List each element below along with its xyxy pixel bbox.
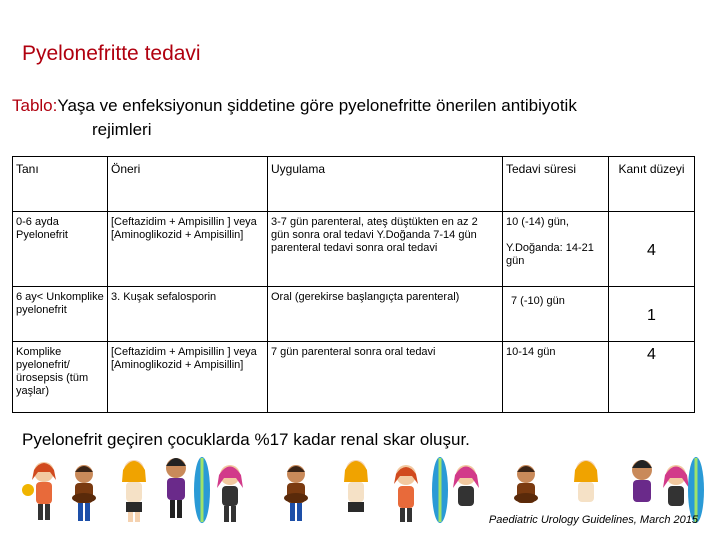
cell-evidence: 4 bbox=[609, 342, 695, 413]
table-row bbox=[13, 212, 695, 287]
child-figure-13 bbox=[663, 465, 689, 506]
surfboard-2 bbox=[432, 457, 448, 523]
cell-duration bbox=[503, 287, 609, 342]
duration-main: 7 (-10) gün bbox=[511, 295, 565, 307]
header-evidence: Kanıt düzeyi bbox=[609, 157, 695, 212]
child-figure-11 bbox=[574, 460, 598, 502]
cell-application: Oral (gerekirse başlangıçta parenteral) bbox=[268, 287, 503, 342]
cell-evidence: 1 bbox=[609, 287, 695, 342]
page-title: Pyelonefritte tedavi bbox=[22, 42, 201, 65]
cell-diagnosis: 6 ay< Unkomplike pyelonefrit bbox=[13, 287, 108, 342]
cell-evidence: 4 bbox=[609, 212, 695, 287]
cell-recommendation: 3. Kuşak sefalosporin bbox=[108, 287, 268, 342]
child-figure-3 bbox=[122, 460, 146, 522]
antibiotic-regimen-table bbox=[12, 156, 695, 413]
cell-recommendation: [Ceftazidim + Ampisillin ] veya [Aminoglikozid + Ampisillin] bbox=[108, 342, 268, 413]
table-row bbox=[13, 287, 695, 342]
cell-diagnosis: 0-6 ayda Pyelonefrit bbox=[13, 212, 108, 287]
child-figure-5 bbox=[217, 465, 243, 522]
table-caption bbox=[12, 94, 712, 142]
child-figure-12 bbox=[632, 460, 652, 502]
header-application: Uygulama bbox=[268, 157, 503, 212]
header-duration: Tedavi süresi bbox=[503, 157, 609, 212]
child-figure-7 bbox=[344, 460, 368, 512]
cell-diagnosis: Komplike pyelonefrit/ ürosepsis (tüm yaşlar) bbox=[13, 342, 108, 413]
source-citation: Paediatric Urology Guidelines, March 2015 bbox=[488, 514, 698, 526]
renal-scar-statement: Pyelonefrit geçiren çocuklarda %17 kadar renal skar oluşur. bbox=[22, 430, 470, 449]
caption-line-2: rejimleri bbox=[92, 120, 152, 139]
caption-prefix: Tablo: bbox=[12, 96, 58, 115]
duration-newborn: Y.Doğanda: 14-21 gün bbox=[506, 242, 594, 267]
cell-duration bbox=[503, 212, 609, 287]
child-figure-8 bbox=[394, 465, 418, 522]
header-diagnosis: Tanı bbox=[13, 157, 108, 212]
child-figure-6 bbox=[284, 465, 308, 521]
surfboard-1 bbox=[194, 457, 210, 523]
duration-main: 10-14 gün bbox=[506, 346, 556, 358]
cell-application: 7 gün parenteral sonra oral tedavi bbox=[268, 342, 503, 413]
cell-recommendation: [Ceftazidim + Ampisillin ] veya [Aminoglikozid + Ampisillin] bbox=[108, 212, 268, 287]
cell-duration bbox=[503, 342, 609, 413]
child-figure-4 bbox=[166, 458, 186, 518]
child-figure-9 bbox=[453, 465, 479, 506]
table-header-row bbox=[13, 157, 695, 212]
duration-main: 10 (-14) gün, bbox=[506, 216, 569, 228]
table-row bbox=[13, 342, 695, 413]
child-figure-2 bbox=[72, 465, 96, 521]
cell-application: 3-7 gün parenteral, ateş düştükten en az 2 gün sonra oral tedavi Y.Doğanda 7-14 gün parenteral tedavi sonra oral tedavi bbox=[268, 212, 503, 287]
header-recommendation: Öneri bbox=[108, 157, 268, 212]
caption-line-1: Yaşa ve enfeksiyonun şiddetine göre pyelonefritte önerilen antibiyotik bbox=[57, 96, 577, 115]
child-figure-1 bbox=[22, 462, 56, 520]
child-figure-10 bbox=[514, 465, 538, 503]
